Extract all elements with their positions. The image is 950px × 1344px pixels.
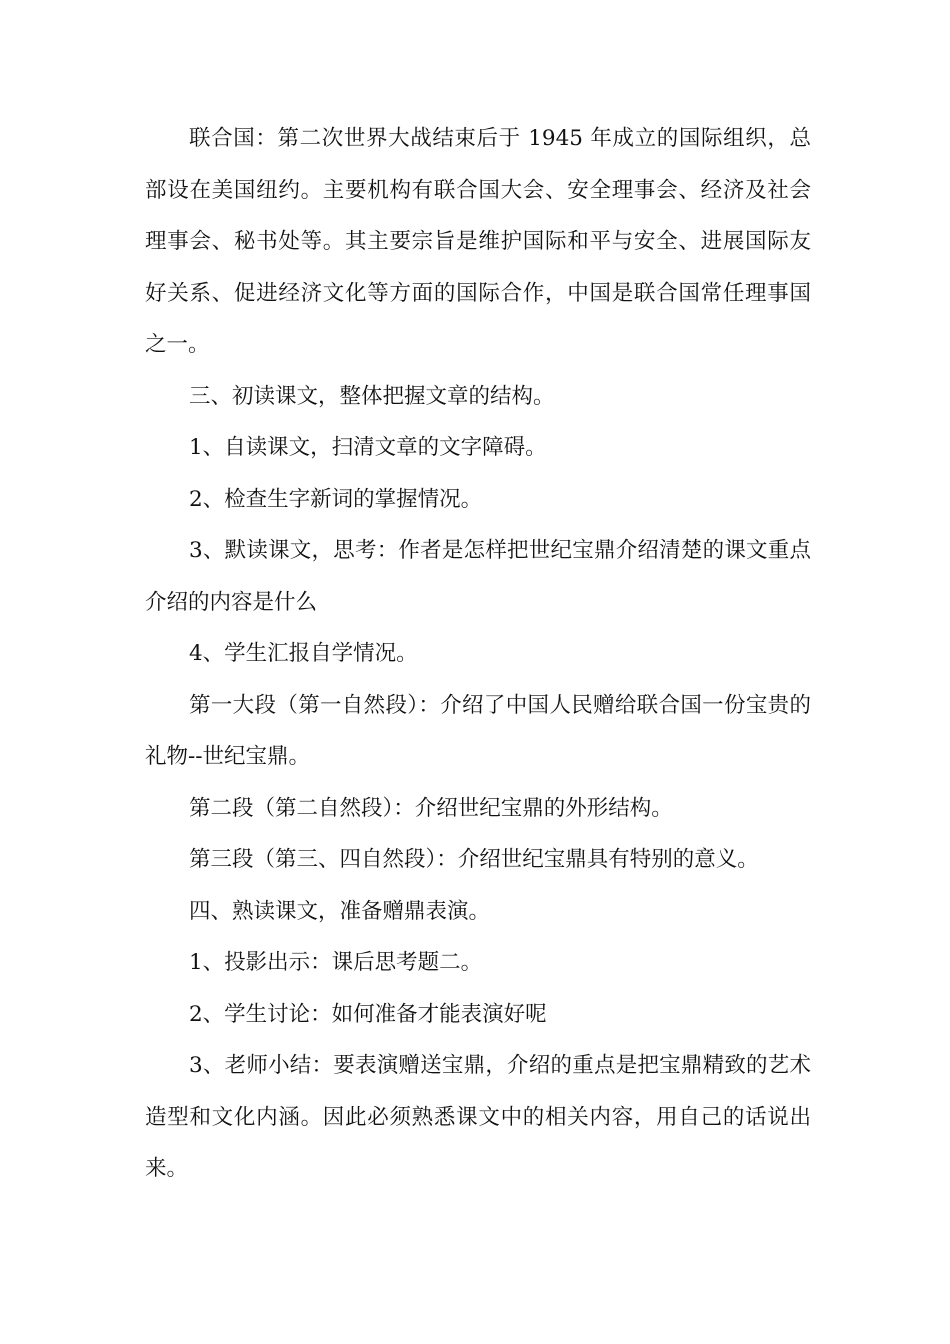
- list-item-4-2: 2、学生讨论：如何准备才能表演好呢: [189, 1001, 547, 1027]
- paragraph-section-three: 第三段（第三、四自然段）：介绍世纪宝鼎具有特别的意义。: [189, 847, 759, 872]
- heading-section-four: 四、熟读课文，准备赠鼎表演。: [189, 898, 491, 924]
- list-item-4-3: 3、老师小结：要表演赠送宝鼎，介绍的重点是把宝鼎精致的艺术造型和文化内涵。因此必须熟悉课文中的相关内容，用自己的话说出来。: [145, 1053, 811, 1181]
- heading-section-three: 三、初读课文，整体把握文章的结构。: [189, 383, 555, 409]
- list-item-2: 2、检查生字新词的掌握情况。: [189, 486, 483, 512]
- list-item-3: 3、默读课文，思考：作者是怎样把世纪宝鼎介绍清楚的课文重点介绍的内容是什么: [145, 538, 811, 615]
- paragraph-section-one: 第一大段（第一自然段）：介绍了中国人民赠给联合国一份宝贵的礼物--世纪宝鼎。: [145, 692, 811, 769]
- list-item-4-1: 1、投影出示：课后思考题二。: [189, 950, 483, 975]
- list-item-1: 1、自读课文，扫清文章的文字障碍。: [189, 435, 547, 460]
- paragraph-un-definition: 联合国：第二次世界大战结束后于 1945 年成立的国际组织，总部设在美国纽约。主要机构有联合国大会、安全理事会、经济及社会理事会、秘书处等。其主要宗旨是维护国际和平与安全、进展国际友好关系、促进经济文化等方面的国际合作，中国是联合国常任理事国之一。: [145, 126, 811, 357]
- list-item-4: 4、学生汇报自学情况。: [189, 641, 418, 666]
- document-body: [145, 113, 811, 1195]
- paragraph-section-two: 第二段（第二自然段）：介绍世纪宝鼎的外形结构。: [189, 795, 673, 821]
